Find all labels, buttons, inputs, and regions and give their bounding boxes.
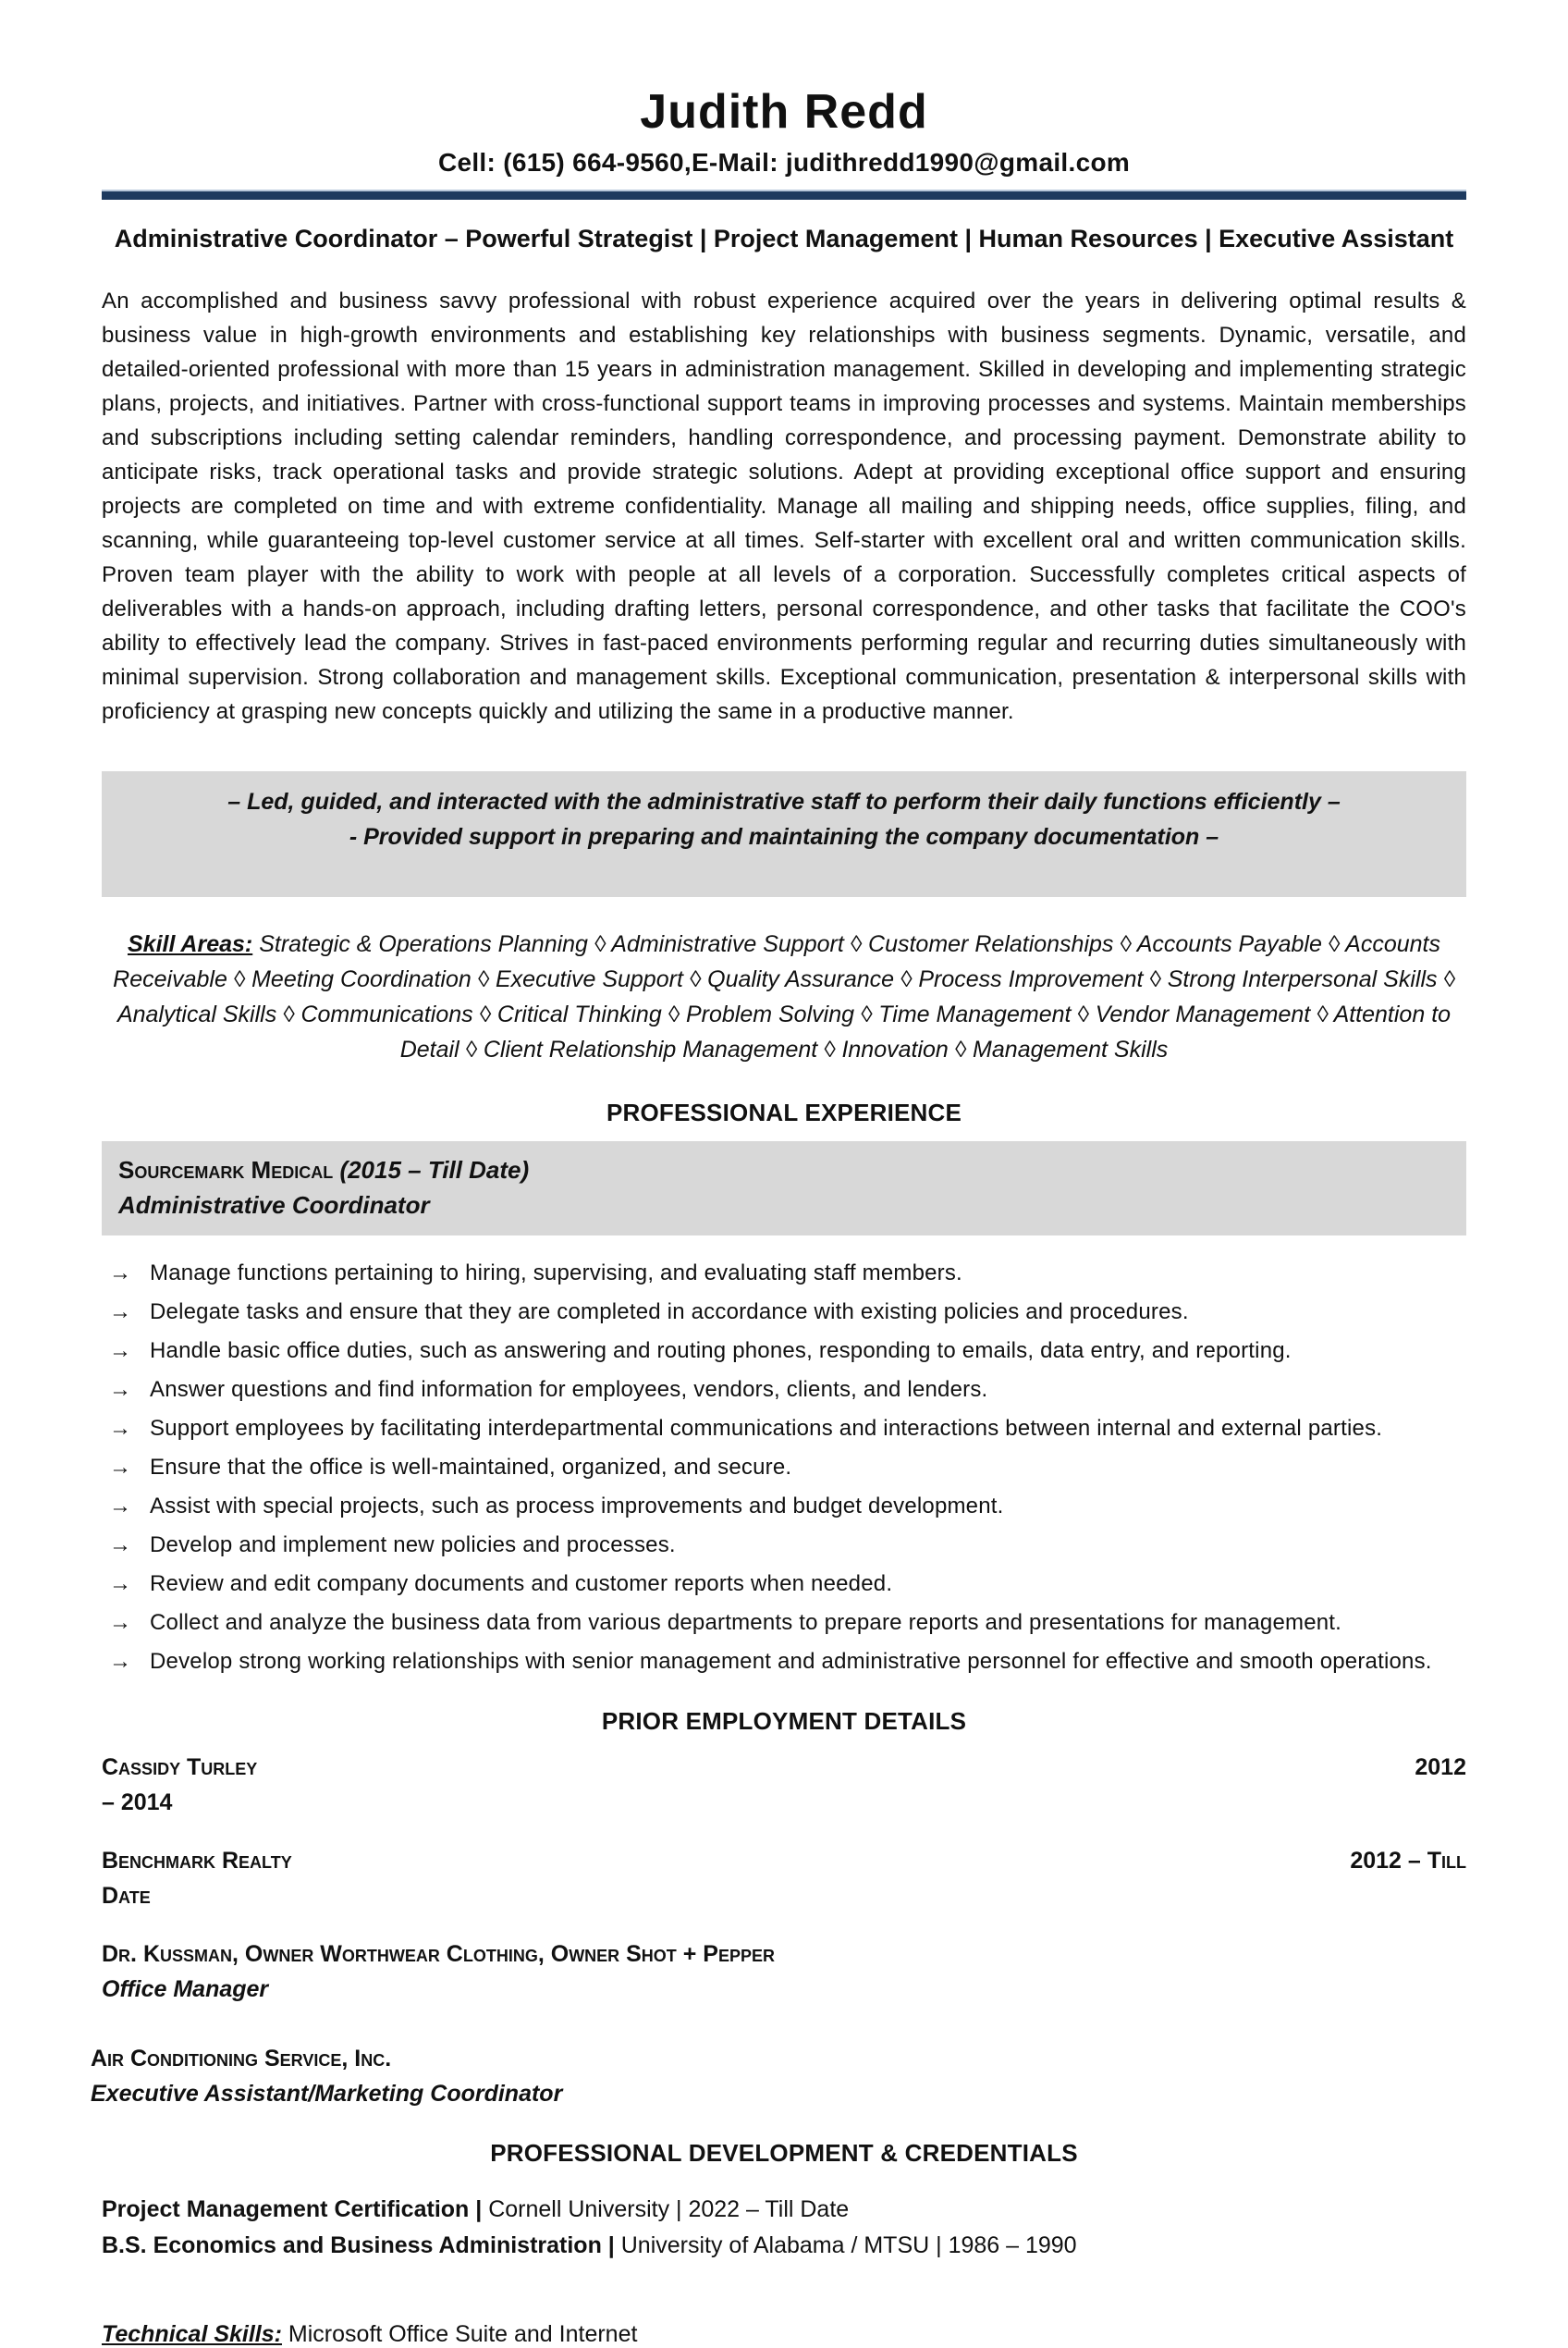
- credential-title: Project Management Certification |: [102, 2195, 483, 2222]
- list-item: [102, 1454, 1466, 1481]
- arrow-bullet-icon: →: [109, 1415, 132, 1441]
- prior-row-benchmark: [102, 1848, 1466, 1875]
- arrow-bullet-icon: →: [109, 1260, 132, 1285]
- bullet-text: Review and edit company documents and customer reports when needed.: [150, 1570, 893, 1596]
- list-item: [102, 1337, 1466, 1365]
- bullet-text: Develop strong working relationships with senior management and administrative personnel for effective and smooth operations.: [150, 1648, 1432, 1674]
- section-title-prior-employment: PRIOR EMPLOYMENT DETAILS: [601, 1706, 967, 1735]
- skill-areas-list: Strategic & Operations Planning ◊ Administrative Support ◊ Customer Relationships ◊ Accounts Payable ◊ Accounts Receivable ◊ Meeting Coordination ◊ Executive Support ◊ Quality Assurance ◊ Process Improvement ◊ Strong Interpersonal Skills ◊ Analytical Skills ◊ Communications ◊ Critical Thinking ◊ Problem Solving ◊ Time Management ◊ Vendor Management ◊ Attention to Detail ◊ Client Relationship Management ◊ Innovation ◊ Management Skills: [113, 930, 1455, 1063]
- prior-date-wrap: – 2014: [102, 1789, 173, 1815]
- list-item: [102, 1376, 1466, 1404]
- list-item: [102, 1570, 1466, 1598]
- credentials-block: [102, 2192, 1466, 2264]
- list-item: [102, 1609, 1466, 1637]
- experience-header: [102, 1141, 1466, 1235]
- prior-date-wrap: Date: [102, 1882, 151, 1909]
- bullet-text: Develop and implement new policies and processes.: [150, 1531, 676, 1557]
- bullet-text: Handle basic office duties, such as answering and routing phones, responding to emails, data entry, and reporting.: [150, 1337, 1292, 1363]
- summary-paragraph: An accomplished and business savvy professional with robust experience acquired over the years in delivering optimal results & business value in high-growth environments and establishing key relationships with business segments. Dynamic, versatile, and detailed-oriented professional with more than 15 years in administration management. Skilled in developing and implementing strategic plans, projects, and initiatives. Partner with cross-functional support teams in improving processes and systems. Maintain memberships and subscriptions including setting calendar reminders, handling correspondence, and processing payment. Demonstrate ability to anticipate risks, track operational tasks and provide strategic solutions. Adept at providing exceptional office support and ensuring projects are completed on time and with extreme confidentiality. Manage all mailing and shipping needs, office supplies, filing, and scanning, while guaranteeing top-level customer service at all times. Self-starter with excellent oral and written communication skills. Proven team player with the ability to work with people at all levels of a corporation. Successfully completes critical aspects of deliverables with a hands-on approach, including drafting letters, personal correspondence, and other tasks that facilitate the COO's ability to effectively lead the company. Strives in fast-paced environments performing regular and recurring duties simultaneously with minimal supervision. Strong collaboration and management skills. Exceptional communication, presentation & interpersonal skills with proficiency at grasping new concepts quickly and utilizing the same in a productive manner.: [102, 288, 1466, 724]
- highlight-line-2: - Provided support in preparing and maintaining the company documentation –: [349, 823, 1219, 850]
- prior-date: 2012: [1415, 1753, 1466, 1780]
- arrow-bullet-icon: →: [109, 1493, 132, 1518]
- credential-title: B.S. Economics and Business Administration |: [102, 2231, 615, 2258]
- highlight-line-1: – Led, guided, and interacted with the administrative staff to perform their daily functions efficiently –: [227, 788, 1341, 815]
- technical-skills-text: Microsoft Office Suite and Internet: [281, 2320, 638, 2347]
- list-item: [102, 1531, 1466, 1559]
- header-divider: [102, 190, 1466, 200]
- prior-row-air-conditioning: [91, 2046, 1466, 2108]
- prior-company: Air Conditioning Service, Inc.: [91, 2045, 392, 2071]
- experience-company: Sourcemark Medical: [118, 1155, 334, 1184]
- contact-line: Cell: (615) 664-9560,E-Mail: judithredd1990@gmail.com: [437, 147, 1131, 177]
- bullet-text: Assist with special projects, such as process improvements and budget development.: [150, 1493, 1004, 1518]
- bullet-text: Support employees by facilitating interdepartmental communications and interactions between internal and external parties.: [150, 1415, 1383, 1441]
- bullet-text: Answer questions and find information for employees, vendors, clients, and lenders.: [150, 1376, 988, 1402]
- bullet-text: Ensure that the office is well-maintained, organized, and secure.: [150, 1454, 792, 1480]
- section-title-development: PROFESSIONAL DEVELOPMENT & CREDENTIALS: [490, 2138, 1078, 2167]
- arrow-bullet-icon: →: [109, 1376, 132, 1402]
- prior-date: 2012 – Till: [1350, 1847, 1466, 1874]
- prior-role: Office Manager: [102, 1975, 269, 2002]
- credential-line: [102, 2192, 1466, 2228]
- credential-detail: Cornell University | 2022 – Till Date: [482, 2195, 850, 2222]
- arrow-bullet-icon: →: [109, 1570, 132, 1596]
- headline-title: Administrative Coordinator – Powerful Strategist | Project Management | Human Resources | Executive Assistant: [114, 224, 1454, 252]
- highlights-box: [102, 771, 1466, 897]
- person-name: Judith Redd: [640, 85, 928, 139]
- skill-areas-label: Skill Areas:: [127, 930, 253, 957]
- list-item: [102, 1260, 1466, 1287]
- list-item: [102, 1298, 1466, 1326]
- prior-row-cassidy: [102, 1754, 1466, 1781]
- experience-role: Administrative Coordinator: [118, 1190, 430, 1219]
- prior-company: Cassidy Turley: [102, 1753, 258, 1780]
- prior-row-kussman: [102, 1941, 1466, 1968]
- arrow-bullet-icon: →: [109, 1609, 132, 1635]
- arrow-bullet-icon: →: [109, 1648, 132, 1674]
- experience-bullet-list: [102, 1260, 1466, 1676]
- section-title-experience: PROFESSIONAL EXPERIENCE: [606, 1098, 962, 1126]
- technical-skills-line: [102, 2321, 1466, 2348]
- skill-areas: [102, 927, 1466, 1067]
- bullet-text: Delegate tasks and ensure that they are completed in accordance with existing policies and procedures.: [150, 1298, 1189, 1324]
- bullet-text: Manage functions pertaining to hiring, supervising, and evaluating staff members.: [150, 1260, 962, 1285]
- experience-company-line: [118, 1152, 1450, 1187]
- list-item: [102, 1415, 1466, 1443]
- prior-role: Executive Assistant/Marketing Coordinator: [91, 2080, 563, 2107]
- experience-dates: (2015 – Till Date): [333, 1155, 530, 1184]
- bullet-text: Collect and analyze the business data from various departments to prepare reports and presentations for management.: [150, 1609, 1342, 1635]
- credential-line: [102, 2228, 1466, 2264]
- arrow-bullet-icon: →: [109, 1454, 132, 1480]
- prior-company: Benchmark Realty: [102, 1847, 292, 1874]
- credential-detail: University of Alabama / MTSU | 1986 – 1990: [614, 2231, 1077, 2258]
- arrow-bullet-icon: →: [109, 1337, 132, 1363]
- technical-skills-label: Technical Skills:: [102, 2320, 282, 2347]
- arrow-bullet-icon: →: [109, 1298, 132, 1324]
- list-item: [102, 1493, 1466, 1520]
- prior-employment-block: [91, 1753, 1466, 2108]
- prior-company: Dr. Kussman, Owner Worthwear Clothing, Owner Shot + Pepper: [102, 1940, 775, 1967]
- arrow-bullet-icon: →: [109, 1531, 132, 1557]
- list-item: [102, 1648, 1466, 1676]
